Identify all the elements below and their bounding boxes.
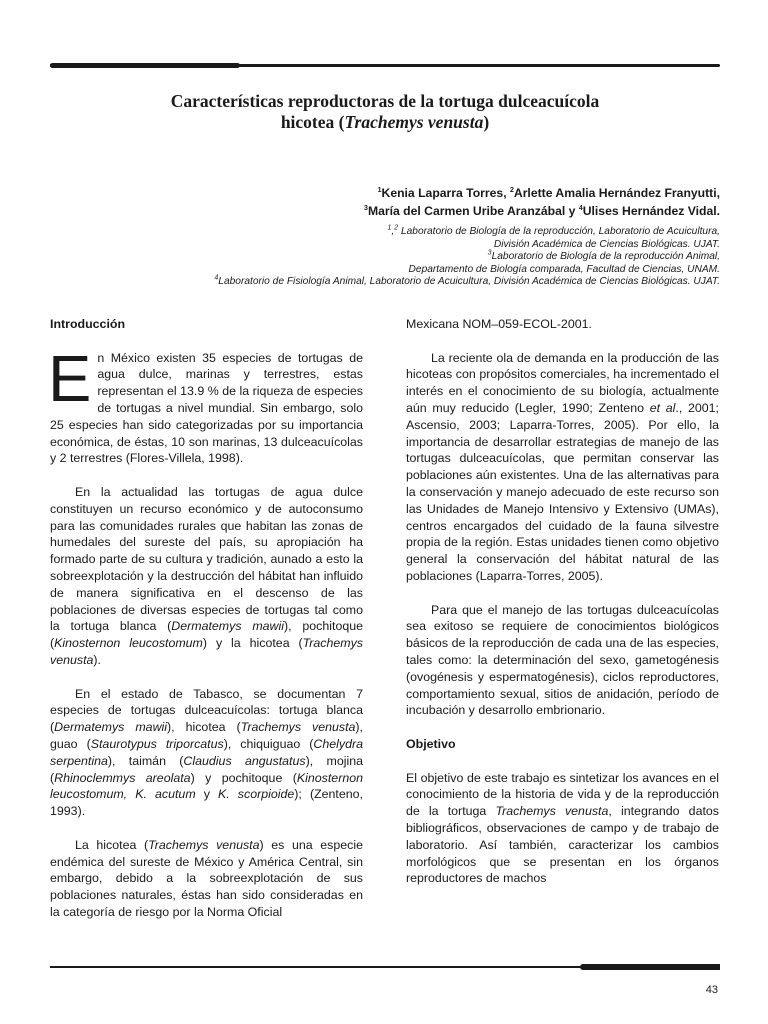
p3-text-a: En el estado de Tabasco, se documentan 7 especies de tortugas dulceacuícolas: tortuga blanca ( <box>50 686 363 735</box>
right-paragraph-1 <box>406 350 719 585</box>
p3-species-4: Chelydra serpentina <box>50 736 363 768</box>
title-line-2-pre: hicotea ( <box>280 112 345 132</box>
p3-text-d: ), chiquiguao ( <box>223 736 314 751</box>
intro-paragraph-1 <box>48 341 363 468</box>
affil-line-4: Departamento de Biología comparada, Facultad de Ciencias, UNAM. <box>408 263 720 275</box>
p3-text-e: ), taimán ( <box>107 753 184 768</box>
affil-5-sup: 4 <box>214 274 219 282</box>
r1-text-a: La reciente ola de demanda en la producción de las hicoteas con propósitos comerciales, ha incrementado el interés en el conocimiento de su biología, actualmente aún muy reducido (Legler, 1990; Zenteno <box>406 350 719 415</box>
bottom-rule <box>50 966 720 968</box>
r1-et-al: et al <box>649 400 676 415</box>
p2-species-2: Kinosternon leucostomum <box>54 636 203 651</box>
affil-1-sup: 1 <box>387 224 392 232</box>
article-title <box>80 91 690 133</box>
intro-heading: Introducción <box>50 317 126 331</box>
p3-species-1: Dermatemys mawii <box>54 720 168 735</box>
author-4: Ulises Hernández Vidal. <box>582 204 720 218</box>
affil-3-sup: 3 <box>487 249 492 257</box>
page-number: 43 <box>705 984 718 996</box>
affil-line-1: Laboratorio de Biología de la reproducción, Laboratorio de Acuicultura, <box>398 226 720 237</box>
p3-text-b: ), hicotea ( <box>167 720 241 735</box>
author-4-sup: 4 <box>578 204 583 212</box>
p3-species-7: Kinosternon leucostomum, K. acutum <box>50 770 364 802</box>
p2-text-b: ), pochitoque ( <box>50 619 364 651</box>
p2-species-3: Trachemys venusta <box>50 636 363 667</box>
p2-text-d: ). <box>93 652 101 667</box>
affil-1-sep: , <box>391 226 395 237</box>
objective-paragraph <box>406 770 719 888</box>
p3-text-c: ), guao ( <box>50 720 363 751</box>
p2-text-a: En la actualidad las tortugas de agua dulce constituyen un recurso económico y de autoconsumo para las comunidades rurales que habitan las zonas de humedales del sureste del país, su apropiación ha formado parte de su cultura y tradición, aunado a esto la sobreexplotación y la destrucción del hábitat han influido de manera significativa en el descenso de las poblaciones de diversas especies de tortugas tal como la tortuga blanca ( <box>50 484 363 634</box>
affil-1-sup2: 2 <box>394 224 399 232</box>
p4-text-a: La hicotea ( <box>75 837 149 852</box>
obj-text-a: El objetivo de este trabajo es sintetizar los avances en el conocimiento de la historia de vida y de la reproducción de la tortuga <box>406 770 719 819</box>
intro-paragraph-3 <box>50 686 363 820</box>
affil-line-3: Laboratorio de Biología de la reproducción Animal, <box>491 251 720 263</box>
p3-species-5: Claudius angustatus <box>183 753 306 768</box>
r1-text-b: ., 2001; Ascensio, 2003; Laparra-Torres, 2005). Por ello, la importancia de desarrollar estrategias de manejo de las tortugas dulceacuícolas, que permitan conservar las poblaciones aún existentes. Una de las alternativas para la conservación y manejo adecuado de este recurso son las Unidades de Manejo Intensivo y Extensivo (UMAs), centros encargados del cuidado de la fauna silvestre propia de la región. Estas unidades tienen como objetivo general la conservación del hábitat natural de las poblaciones (Laparra-Torres, 2005). <box>406 400 719 583</box>
p2-species-1: Dermatemys mawii <box>171 619 284 634</box>
intro-paragraph-2 <box>50 484 363 669</box>
author-2-sup: 2 <box>509 186 514 194</box>
right-column <box>406 316 719 904</box>
top-rule <box>50 64 720 67</box>
title-line-1: Características reproductoras de la tortuga dulceacuícola <box>170 91 600 111</box>
p2-text-c: ) y la hicotea ( <box>202 636 303 651</box>
objective-heading: Objetivo <box>406 736 456 751</box>
obj-text-b: , integrando datos bibliográficos, observaciones de campo y de trabajo de laboratorio. Así también, caracterizar los cambios morfológicos que se presentan en los órganos reproductores de machos <box>406 804 719 886</box>
title-line-2-post: ) <box>483 112 490 132</box>
p3-species-6: Rhinoclemmys areolata <box>54 770 191 785</box>
left-column <box>50 316 363 937</box>
p3-text-f: ), mojina ( <box>50 753 363 785</box>
p4-species-1: Trachemys venusta <box>148 837 260 852</box>
affil-line-2: División Académica de Ciencias Biológicas. UJAT. <box>493 238 720 250</box>
author-3: María del Carmen Uribe Aranzábal y <box>367 204 579 218</box>
title-species: Trachemys venusta <box>344 112 484 132</box>
p3-text-g: ) y pochitoque ( <box>190 770 297 785</box>
right-paragraph-2: Para que el manejo de las tortugas dulceacuícolas sea exitoso se requiere de conocimientos biológicos básicos de la reproducción de cada una de las especies, tales como: la determinación del sexo, gametogénesis (ovogénesis y espermatogénesis), ciclos reproductores, comportamiento sexual, sitios de anidación, período de incubación y desarrollo embrionario. <box>406 602 719 718</box>
author-1: Kenia Laparra Torres, <box>381 186 510 200</box>
author-list <box>160 184 720 220</box>
author-1-sup: 1 <box>377 186 382 194</box>
p3-species-8: K. scorpioide <box>218 787 295 802</box>
p3-text-h: y <box>195 787 219 802</box>
p3-species-2: Trachemys venusta <box>240 720 356 735</box>
intro-p1-text: n México existen 35 especies de tortugas de agua dulce, marinas y terrestres, estas representan el 13.9 % de la riqueza de especies de tortugas a nivel mundial. Sin embargo, solo 25 especies han sido categorizadas por su importancia económica, de éstas, 10 son marinas, 13 dulceacuícolas y 2 terrestres (Flores-Villela, 1998). <box>50 350 363 466</box>
intro-paragraph-4 <box>50 837 363 921</box>
author-3-sup: 3 <box>364 204 368 212</box>
author-2: Arlette Amalia Hernández Franyutti, <box>513 186 720 200</box>
p3-species-3: Staurotypus triporcatus <box>90 736 224 751</box>
drop-cap: E <box>48 341 92 415</box>
p4-text-b: ) es una especie endémica del sureste de México y América Central, sin embargo, debido a la sobreexplotación de sus poblaciones naturales, éstas han sido consideradas en la categoría de riesgo por la Norma Oficial <box>50 837 363 919</box>
obj-species: Trachemys venusta <box>495 804 609 819</box>
affil-line-5: Laboratorio de Fisiología Animal, Laboratorio de Acuicultura, División Académica de Ciencias Biológicas. UJAT. <box>218 276 720 288</box>
p3-text-j: ); (Zenteno, 1993). <box>50 787 363 819</box>
right-paragraph-0: Mexicana NOM–059-ECOL-2001. <box>406 317 592 331</box>
affiliations <box>80 226 720 289</box>
